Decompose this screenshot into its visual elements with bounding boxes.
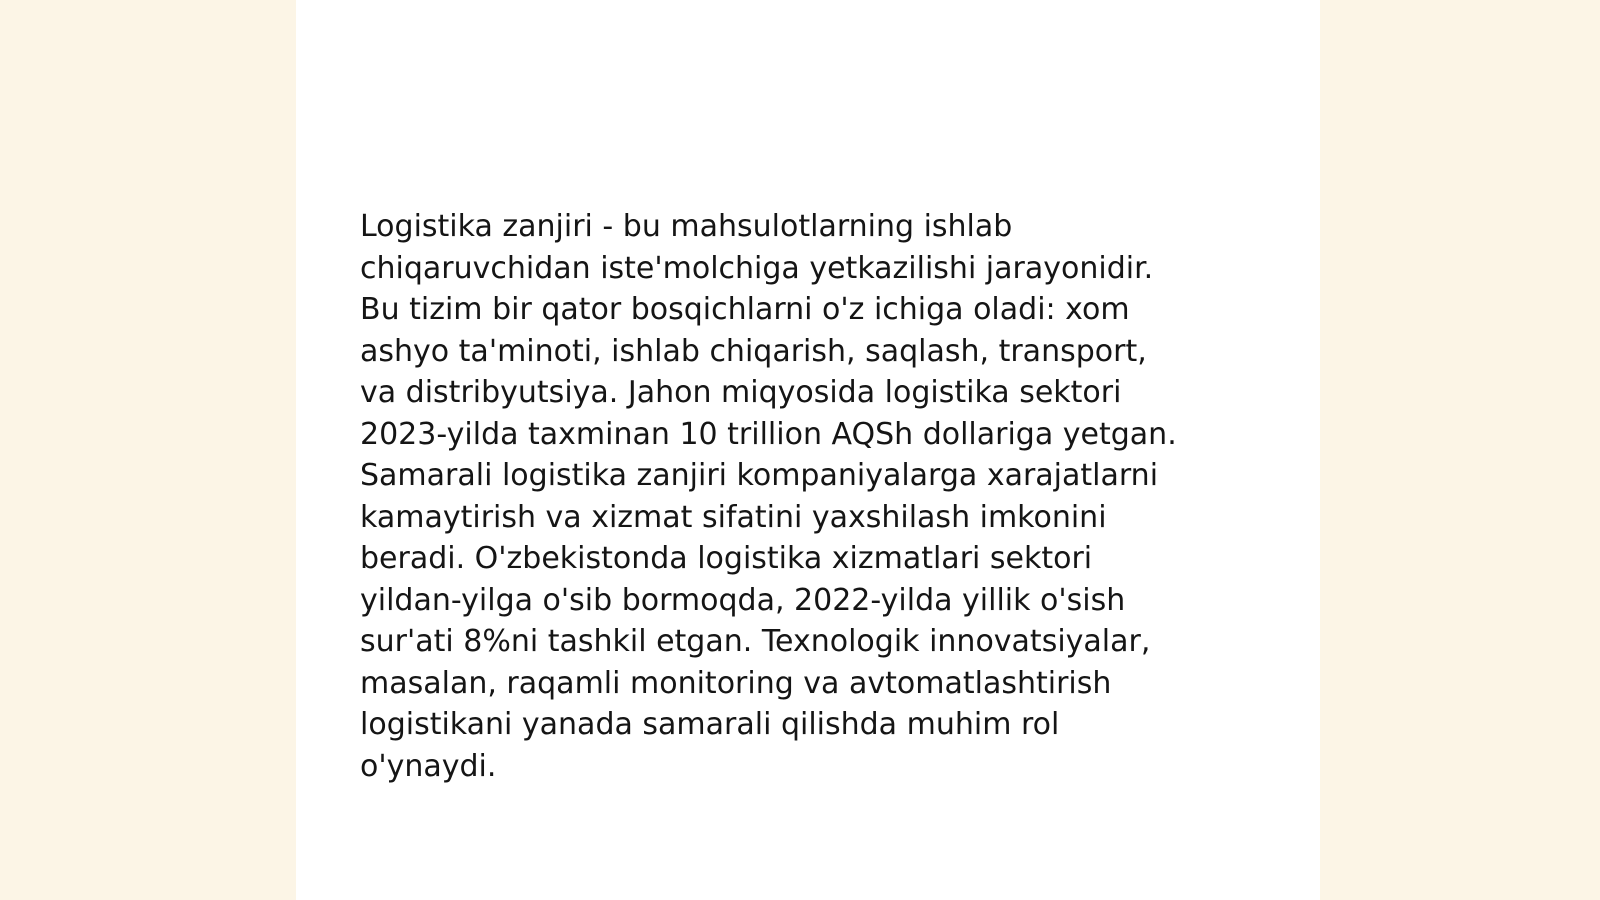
text-line: 2023-yilda taxminan 10 trillion AQSh dollariga yetgan. [360, 416, 1177, 452]
text-line: yildan-yilga o'sib bormoqda, 2022-yilda yillik o'sish [360, 582, 1126, 618]
text-line: logistikani yanada samarali qilishda muhim rol [360, 707, 1060, 742]
text-line: o'ynaydi. [360, 748, 497, 784]
text-line: ashyo ta'minoti, ishlab chiqarish, saqlash, transport, [360, 333, 1147, 369]
text-line: masalan, raqamli monitoring va avtomatlashtirish [360, 665, 1112, 701]
text-line: sur'ati 8%ni tashkil etgan. Texnologik innovatsiyalar, [360, 624, 1151, 659]
text-line: Bu tizim bir qator bosqichlarni o'z ichiga oladi: xom [360, 292, 1130, 327]
text-line: beradi. O'zbekistonda logistika xizmatlari sektori [360, 541, 1093, 576]
body-paragraph [360, 206, 1240, 787]
text-line: kamaytirish va xizmat sifatini yaxshilash imkonini [360, 499, 1107, 535]
text-line: Logistika zanjiri - bu mahsulotlarning ishlab [360, 209, 1013, 244]
document-page [296, 0, 1320, 900]
text-line: chiqaruvchidan iste'molchiga yetkazilishi jarayonidir. [360, 250, 1154, 286]
text-line: va distribyutsiya. Jahon miqyosida logistika sektori [360, 375, 1122, 410]
text-line: Samarali logistika zanjiri kompaniyalarga xarajatlarni [360, 458, 1159, 493]
